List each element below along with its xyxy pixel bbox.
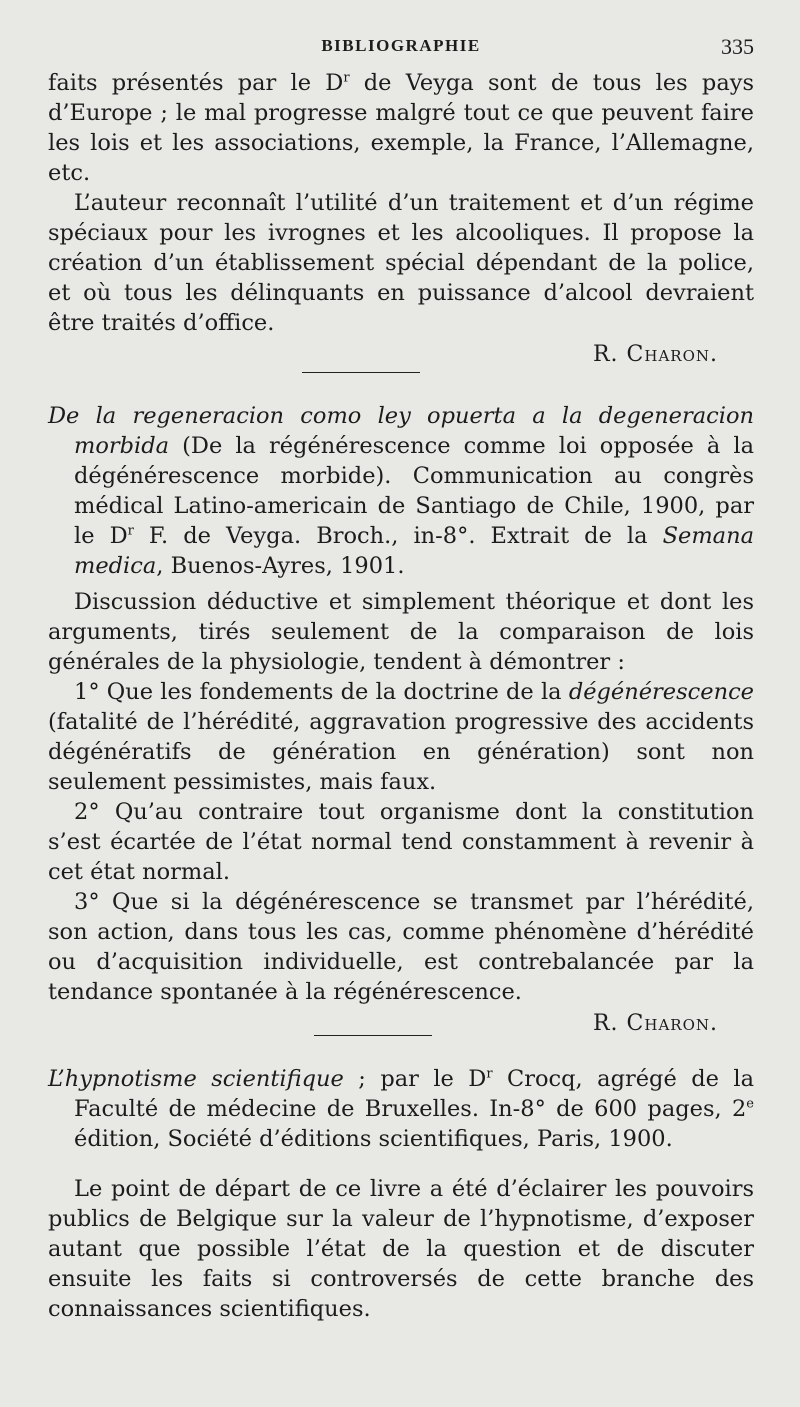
text-run: de Veyga sont de tous les pays d’Europe ; le mal progresse malgré tout ce que peuvent faire les lois et les associations, exemple, la France, l’Allemagne, etc. xyxy=(48,70,754,186)
work-title-text: De la regeneracion como ley opuerta a la degeneracion xyxy=(48,403,754,429)
text-run: 1° Que les fondements de la doctrine de la xyxy=(74,679,569,705)
separator-rule xyxy=(314,1035,432,1036)
superscript: r xyxy=(127,523,134,539)
work-description: F. de Veyga. Broch., in-8°. Extrait de la xyxy=(133,523,663,549)
superscript: r xyxy=(486,1066,493,1082)
text-run: faits présentés par le D xyxy=(48,70,344,96)
review2-paragraph-1: Discussion déductive et simplement théorique et dont les arguments, tirés seulement de la comparaison de lois générales de la physiologie, tendent à démontrer : xyxy=(48,589,754,675)
review2-heading xyxy=(48,401,754,581)
signature-initial: R. xyxy=(592,342,627,367)
work-title: L’hypnotisme scientifique xyxy=(48,1066,344,1092)
review3-heading xyxy=(48,1064,754,1154)
review2-paragraph-2 xyxy=(48,677,754,797)
review1-signature xyxy=(48,340,718,370)
running-title: BIBLIOGRAPHIE xyxy=(321,36,481,55)
review2-paragraph-3: 2° Qu’au contraire tout organisme dont la constitution s’est écartée de l’état normal tend constamment à revenir à cet état normal. xyxy=(48,799,754,885)
running-head xyxy=(48,34,754,68)
emphasis: dégénérescence xyxy=(568,679,754,705)
signature-name: Charon. xyxy=(626,1011,718,1036)
work-description: (De la régénérescence comme loi opposée à la dégénérescence morbide). Communication au congrès médical Latino-americain de Santiago de Chile, 1900, par le D xyxy=(74,433,754,549)
work-description: , Buenos-Ayres, 1901. xyxy=(156,553,405,579)
page-number: 335 xyxy=(721,34,754,59)
text-run: (fatalité de l’hérédité, aggravation progressive des accidents dégénératifs de génération en génération) sont non seulement pessimistes, mais faux. xyxy=(48,709,754,795)
work-title-text: morbida xyxy=(74,433,170,459)
work-description: édition, Société d’éditions scientifiques, Paris, 1900. xyxy=(74,1126,673,1152)
review2-paragraph-4: 3° Que si la dégénérescence se transmet par l’hérédité, son action, dans tous les cas, comme phénomène d’hérédité ou d’acquisition individuelle, est contrebalancée par la tendance spontanée à la régénérescence. xyxy=(48,889,754,1005)
signature-name: Charon. xyxy=(626,342,718,367)
work-description: ; par le D xyxy=(343,1066,487,1092)
review1-paragraph-1 xyxy=(48,68,754,188)
work-description: Crocq, agrégé de la Faculté de médecine de Bruxelles. In-8° de 600 pages, 2 xyxy=(74,1066,754,1122)
superscript: e xyxy=(746,1096,754,1112)
signature-initial: R. xyxy=(592,1011,627,1036)
review1-paragraph-2: L’auteur reconnaît l’utilité d’un traitement et d’un régime spéciaux pour les ivrognes et les alcooliques. Il propose la création d’un établissement spécial dépendant de la police, et où tous les délinquants en puissance d’alcool devraient être traités d’office. xyxy=(48,190,754,336)
review3-paragraph-1: Le point de départ de ce livre a été d’éclairer les pouvoirs publics de Belgique sur la valeur de l’hypnotisme, d’exposer autant que possible l’état de la question et de discuter ensuite les faits si controversés de cette branche des connaissances scientifiques. xyxy=(48,1176,754,1322)
superscript: r xyxy=(343,70,350,86)
journal-title: Semana medica xyxy=(74,523,754,579)
separator-rule xyxy=(302,372,420,373)
